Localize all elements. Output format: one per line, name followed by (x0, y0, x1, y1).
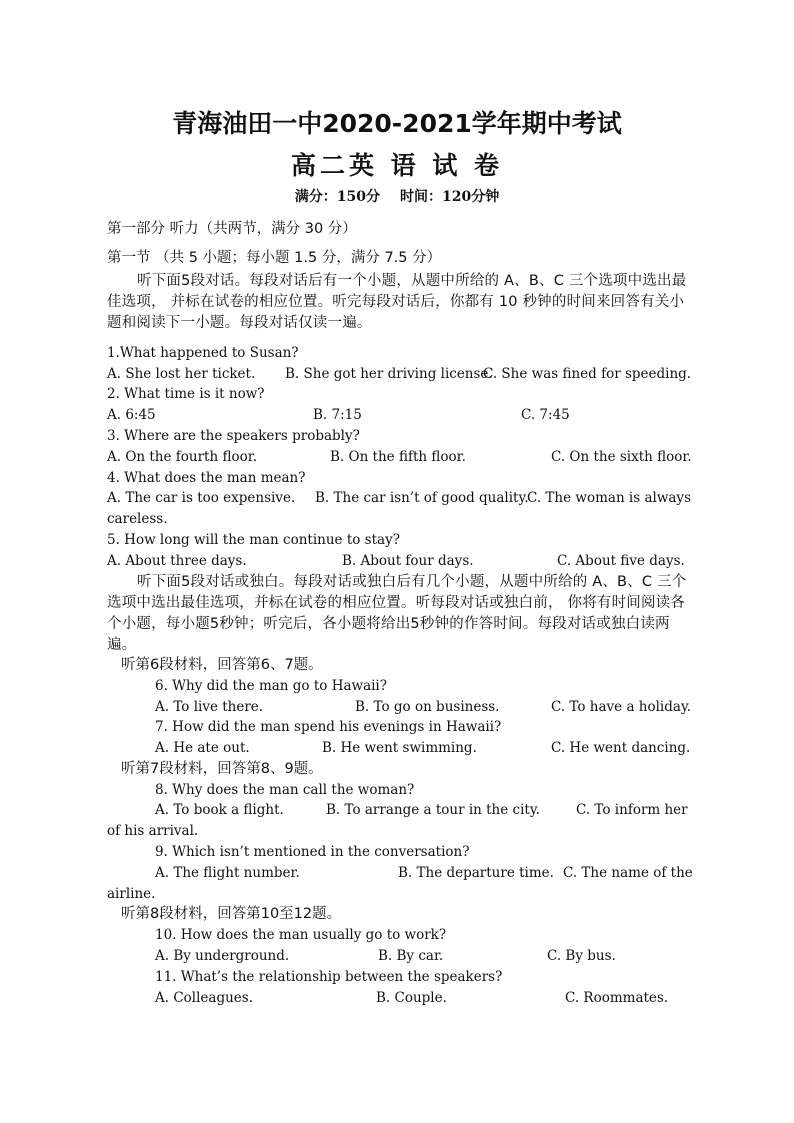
q4-option-a: A. The car is too expensive. (107, 490, 296, 506)
part1-heading: 第一部分 听力（共两节，满分 30 分） (107, 221, 357, 237)
instructions-2: 听下面5段对话或独白。每段对话或独白后有几个小题，从题中所给的 A、B、C 三个选项中选出最佳选项，并标在试卷的相应位置。听每段对话或独白前， 你将有时间阅读各个小题，每小题5秒钟；听完后，各小题将给出5秒钟的作答时间。每段对话或独白读两遍。 (107, 574, 687, 653)
exam-title: 青海油田一中2020-2021学年期中考试 (172, 109, 622, 138)
question-6: 6. Why did the man go to Hawaii? (155, 678, 387, 694)
q8-option-b: B. To arrange a tour in the city. (326, 802, 540, 818)
q5-option-b: B. About four days. (342, 553, 474, 569)
question-3: 3. Where are the speakers probably? (107, 428, 360, 444)
instructions-1: 听下面5段对话。每段对话后有一个小题，从题中所给的 A、B、C 三个选项中选出最佳选项， 并标在试卷的相应位置。听完每段对话后，你都有 10 秒钟的时间来回答有关小题和阅读下一小题。每段对话仅读一遍。 (107, 273, 687, 331)
q3-option-c: C. On the sixth floor. (551, 449, 692, 465)
material-8-heading: 听第8段材料，回答第10至12题。 (121, 906, 342, 922)
material-6-heading: 听第6段材料，回答第6、7题。 (121, 657, 323, 673)
exam-meta (0, 186, 794, 206)
q11-option-a: A. Colleagues. (155, 990, 254, 1006)
q11-option-c: C. Roommates. (565, 990, 669, 1006)
q10-option-c: C. By bus. (547, 948, 616, 964)
q2-option-c: C. 7:45 (521, 407, 570, 423)
q7-option-c: C. He went dancing. (551, 740, 691, 756)
question-11: 11. What’s the relationship between the speakers? (155, 969, 503, 985)
q2-option-a: A. 6:45 (107, 407, 156, 423)
q9-option-b: B. The departure time. (398, 865, 554, 881)
q1-option-c: C. She was fined for speeding. (483, 366, 692, 382)
question-8: 8. Why does the man call the woman? (155, 782, 415, 798)
q5-option-c: C. About five days. (557, 553, 685, 569)
q4-option-c-cont: careless. (107, 511, 168, 527)
question-2: 2. What time is it now? (107, 386, 265, 402)
material-7-heading: 听第7段材料，回答第8、9题。 (121, 761, 323, 777)
q7-option-b: B. He went swimming. (322, 740, 477, 756)
question-4: 4. What does the man mean? (107, 470, 306, 486)
q10-option-a: A. By underground. (155, 948, 290, 964)
q6-option-c: C. To have a holiday. (551, 699, 692, 715)
q9-option-c: C. The name of the (563, 865, 693, 881)
q11-option-b: B. Couple. (376, 990, 447, 1006)
q4-option-b: B. The car isn’t of good quality. (315, 490, 529, 506)
score-text: 满分：150分 (294, 189, 380, 205)
question-5: 5. How long will the man continue to stay? (107, 532, 400, 548)
q1-option-b: B. She got her driving license. (285, 366, 493, 382)
section1-heading: 第一节 （共 5 小题；每小题 1.5 分，满分 7.5 分） (107, 250, 442, 266)
q7-option-a: A. He ate out. (155, 740, 250, 756)
q1-option-a: A. She lost her ticket. (107, 366, 256, 382)
q3-option-a: A. On the fourth floor. (107, 449, 257, 465)
q6-option-a: A. To live there. (155, 699, 264, 715)
q6-option-b: B. To go on business. (355, 699, 500, 715)
question-9: 9. Which isn’t mentioned in the conversation? (155, 844, 470, 860)
q4-option-c: C. The woman is always (527, 490, 691, 506)
q8-option-c: C. To inform her (576, 802, 688, 818)
q5-option-a: A. About three days. (107, 553, 247, 569)
q9-option-a: A. The flight number. (155, 865, 300, 881)
question-1: 1.What happened to Susan? (107, 345, 299, 361)
q8-option-c-cont: of his arrival. (107, 823, 199, 839)
question-7: 7. How did the man spend his evenings in Hawaii? (155, 719, 502, 735)
q3-option-b: B. On the fifth floor. (330, 449, 466, 465)
q2-option-b: B. 7:15 (313, 407, 362, 423)
time-text: 时间：120分钟 (400, 189, 500, 205)
q9-option-c-cont: airline. (107, 886, 156, 902)
exam-subtitle: 高二英 语 试 卷 (290, 151, 504, 180)
q10-option-b: B. By car. (378, 948, 444, 964)
question-10: 10. How does the man usually go to work? (155, 927, 447, 943)
q8-option-a: A. To book a flight. (155, 802, 284, 818)
